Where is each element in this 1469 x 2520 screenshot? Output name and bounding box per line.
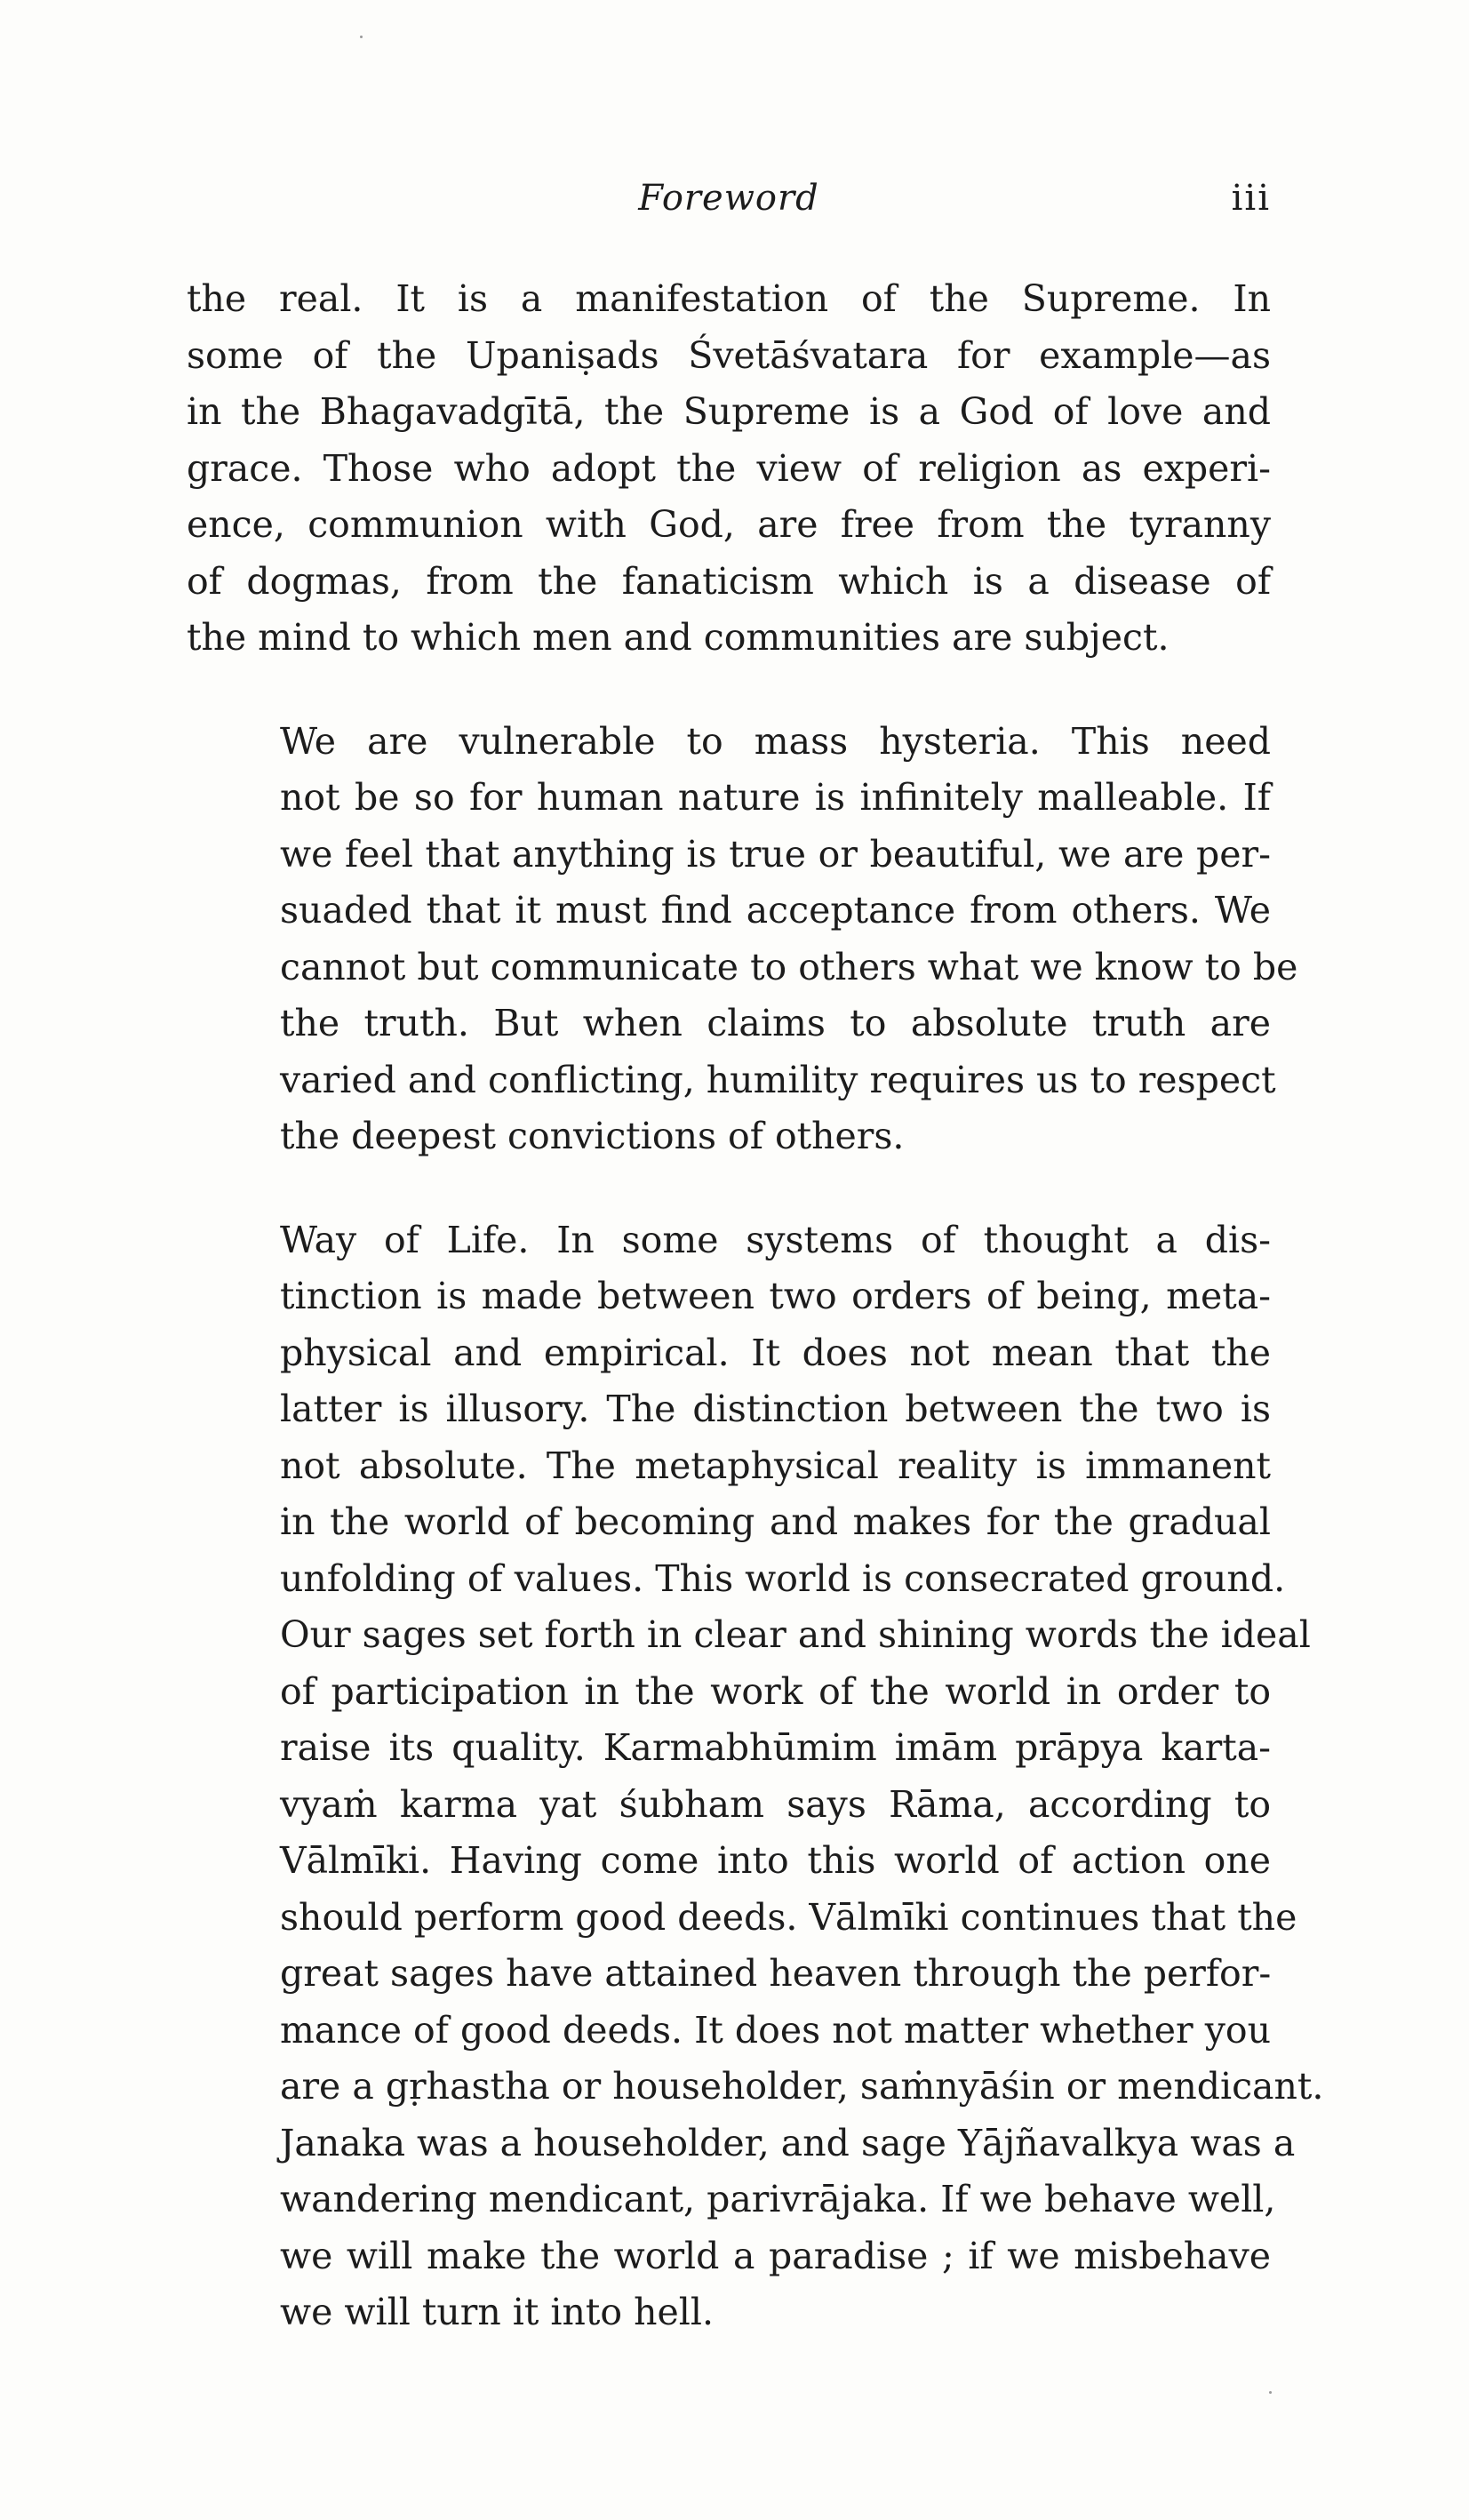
text-line: not absolute. The metaphysical reality is immanent <box>280 1444 1271 1487</box>
text-line: vyaṁ karma yat śubham says Rāma, according to <box>280 1782 1271 1826</box>
text-line: the real. It is a manifestation of the Supreme. In <box>187 277 1271 320</box>
body-text <box>187 271 1324 2388</box>
text-line: the mind to which men and communities are subject. <box>187 616 1170 659</box>
text-line: varied and conflicting, humility requires us to respect <box>280 1058 1276 1101</box>
scan-speck <box>1269 2391 1272 2394</box>
text-line: some of the Upaniṣads Śvetāśvatara for example—as <box>187 333 1271 377</box>
scan-speck <box>360 36 363 38</box>
text-line: we will make the world a paradise ; if we misbehave <box>280 2234 1271 2277</box>
text-line: mance of good deeds. It does not matter whether you <box>280 2008 1271 2052</box>
paragraph-2 <box>187 714 1298 1165</box>
text-line: Way of Life. In some systems of thought a dis- <box>280 1218 1271 1261</box>
text-line: we feel that anything is true or beautiful, we are per- <box>280 832 1271 876</box>
text-line: wandering mendicant, parivrājaka. If we behave well, <box>280 2178 1276 2220</box>
text-line: ence, communion with God, are free from the tyranny <box>187 503 1271 546</box>
text-line: Vālmīki. Having come into this world of action one <box>280 1839 1271 1882</box>
text-line: of participation in the work of the world in order to <box>280 1669 1271 1713</box>
text-line: in the world of becoming and makes for the gradual <box>280 1500 1271 1543</box>
text-line: suaded that it must find acceptance from others. We <box>280 889 1271 932</box>
text-line: tinction is made between two orders of being, meta- <box>280 1275 1271 1317</box>
paragraph-3 <box>187 1212 1324 2341</box>
page-number: iii <box>1231 178 1271 219</box>
text-line: cannot but communicate to others what we know to be <box>280 945 1298 988</box>
text-line: grace. Those who adopt the view of religion as experi- <box>187 446 1271 490</box>
text-line: the truth. But when claims to absolute truth are <box>280 1002 1271 1044</box>
text-line: of dogmas, from the fanaticism which is a disease of <box>187 559 1271 603</box>
text-line: unfolding of values. This world is consecrated ground. <box>280 1556 1286 1600</box>
text-line: Janaka was a householder, and sage Yājñavalkya was a <box>280 2121 1296 2164</box>
page-header <box>187 178 1271 240</box>
text-line: not be so for human nature is infinitely malleable. If <box>280 776 1271 819</box>
text-line: should perform good deeds. Vālmīki continues that the <box>280 1895 1297 1939</box>
text-line: great sages have attained heaven through the perfor- <box>280 1952 1272 1995</box>
running-title: Foreword <box>638 178 819 219</box>
text-line: are a gṛhastha or householder, saṁnyāśin or mendicant. <box>280 2065 1324 2108</box>
text-line: in the Bhagavadgītā, the Supreme is a God of love and <box>187 390 1271 433</box>
text-line: we will turn it into hell. <box>280 2291 715 2333</box>
text-line: physical and empirical. It does not mean that the <box>280 1331 1271 1374</box>
text-line: raise its quality. Karmabhūmim imām prāpya karta- <box>280 1726 1271 1769</box>
text-line: We are vulnerable to mass hysteria. This need <box>280 719 1271 763</box>
text-line: latter is illusory. The distinction between the two is <box>280 1388 1271 1430</box>
paragraph-1 <box>187 271 1271 667</box>
text-line: Our sages set forth in clear and shining words the ideal <box>280 1613 1311 1656</box>
text-line: the deepest convictions of others. <box>280 1115 905 1157</box>
